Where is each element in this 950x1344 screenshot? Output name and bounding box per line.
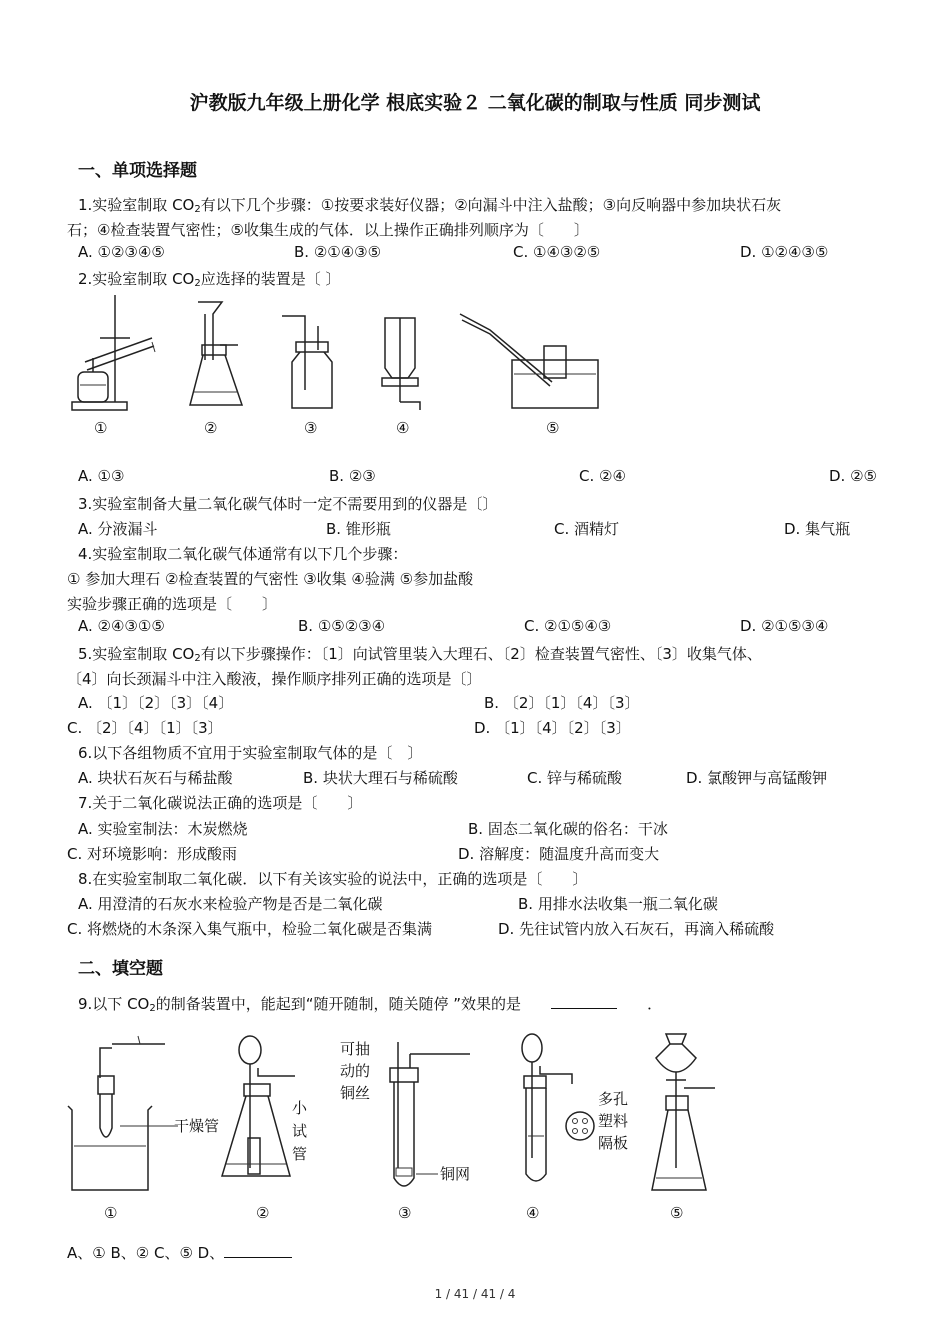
question-8-stem: 8.在实验室制取二氧化碳．以下有关该实验的说法中，正确的选项是〔 〕: [78, 870, 588, 888]
q9-label-drying-tube: 干燥管: [174, 1117, 220, 1135]
question-4-steps: ① 参加大理石 ②检查装置的气密性 ③收集 ④验满 ⑤参加盐酸: [67, 570, 474, 588]
q6-option-d: D. 氯酸钾与高锰酸钾: [686, 769, 828, 787]
q2-option-b: B. ②③: [329, 467, 376, 485]
q9-label-4: ④: [526, 1204, 540, 1222]
q9-answer-blank[interactable]: [551, 994, 617, 1009]
apparatus-2-flask-funnel: [190, 302, 242, 405]
q8-option-d: D. 先往试管内放入石灰石，再滴入稀硫酸: [498, 920, 775, 938]
q3-option-b: B. 锥形瓶: [326, 520, 391, 538]
q8-option-c: C. 将燃烧的木条深入集气瓶中，检验二氧化碳是否集满: [67, 920, 433, 938]
fig2-label-1: ①: [94, 419, 108, 437]
q2-option-c: C. ②④: [579, 467, 626, 485]
page-number: 1 / 41 / 41 / 4: [434, 1287, 516, 1301]
question-5-line-2: 〔4〕向长颈漏斗中注入酸液，操作顺序排列正确的选项是〔〕: [67, 670, 482, 688]
fig2-label-2: ②: [204, 419, 218, 437]
q9-label-plate-3: 隔板: [598, 1134, 629, 1152]
q4-option-c: C. ②①⑤④③: [524, 617, 612, 635]
q8-option-a: A. 用澄清的石灰水来检验产物是否是二氧化碳: [78, 895, 383, 913]
question-5-line-1: 5.实验室制取 $CO_2$有以下步骤操作：〔1〕向试管里装入大理石、〔2〕检查装置气密性、〔3〕收集气体、: [78, 645, 762, 664]
q3-option-c: C. 酒精灯: [554, 520, 620, 538]
q2-option-d: D. ②⑤: [829, 467, 877, 485]
q5-option-c: C. 〔2〕〔4〕〔1〕〔3〕: [67, 719, 223, 737]
q6-option-c: C. 锌与稀硫酸: [527, 769, 623, 787]
q7-option-a: A. 实验室制法：木炭燃烧: [78, 820, 248, 838]
q9-label-plate-1: 多孔: [598, 1090, 629, 1108]
q1-option-c: C. ①④③②⑤: [513, 243, 601, 261]
question-1-line-1: 1.实验室制取 $CO_2$有以下几个步骤：①按要求装好仪器；②向漏斗中注入盐酸；③向反响器中参加块状石灰: [78, 196, 782, 215]
q9-label-wire-1: 可抽: [340, 1040, 371, 1058]
q9-apparatus-5: [652, 1034, 715, 1190]
question-3-stem: 3.实验室制备大量二氧化碳气体时一定不需要用到的仪器是〔〕: [78, 495, 498, 513]
q9-label-3: ③: [398, 1204, 412, 1222]
q3-option-a: A. 分液漏斗: [78, 520, 158, 538]
q9-label-2: ②: [256, 1204, 270, 1222]
q9-label-5: ⑤: [670, 1204, 684, 1222]
q6-option-b: B. 块状大理石与稀硫酸: [303, 769, 458, 787]
q9-label-wire-2: 动的: [340, 1062, 371, 1080]
section-heading-1: 一、单项选择题: [78, 161, 197, 181]
q9-apparatus-2: [222, 1036, 295, 1176]
q8-option-b: B. 用排水法收集一瓶二氧化碳: [518, 895, 718, 913]
question-1-line-2: 石；④检查装置气密性；⑤收集生成的气体．以上操作正确排列顺序为〔 〕: [67, 221, 589, 239]
apparatus-5-water-trough: [460, 314, 598, 408]
q7-option-d: D. 溶解度：随温度升高而变大: [458, 845, 660, 863]
q4-option-b: B. ①⑤②③④: [298, 617, 386, 635]
apparatus-4-inverted-bottle: [382, 318, 420, 410]
apparatus-3-bottle: [282, 316, 332, 408]
q9-apparatus-figure: [60, 1018, 740, 1228]
page-title: 沪教版九年级上册化学 根底实验２ 二氧化碳的制取与性质 同步测试: [189, 92, 761, 114]
q9-label-small-tube-2: 试: [292, 1122, 308, 1140]
q5-option-a: A. 〔1〕〔2〕〔3〕〔4〕: [78, 694, 234, 712]
q4-option-d: D. ②①⑤③④: [740, 617, 829, 635]
q9-apparatus-1: [68, 1036, 178, 1190]
question-2-stem: 2.实验室制取 $CO_2$应选择的装置是〔 〕: [78, 270, 341, 289]
q9-option-d-blank[interactable]: [224, 1243, 292, 1258]
q9-answer-options: A、① B、② C、⑤ D、: [67, 1242, 292, 1263]
q5-option-d: D. 〔1〕〔4〕〔2〕〔3〕: [474, 719, 631, 737]
q7-option-c: C. 对环境影响：形成酸雨: [67, 845, 238, 863]
section-heading-2: 二、填空题: [78, 959, 163, 979]
fig2-label-5: ⑤: [546, 419, 560, 437]
q4-option-a: A. ②④③①⑤: [78, 617, 165, 635]
q6-option-a: A. 块状石灰石与稀盐酸: [78, 769, 233, 787]
q9-label-plate-2: 塑料: [598, 1112, 629, 1130]
fig2-label-4: ④: [396, 419, 410, 437]
fig2-label-3: ③: [304, 419, 318, 437]
q9-apparatus-4: [522, 1034, 594, 1181]
q9-label-copper-mesh: 铜网: [440, 1165, 471, 1183]
apparatus-1-heating: [72, 295, 155, 410]
q2-option-a: A. ①③: [78, 467, 125, 485]
q9-label-small-tube-1: 小: [292, 1099, 308, 1117]
q3-option-d: D. 集气瓶: [784, 520, 851, 538]
q1-option-b: B. ②①④③⑤: [294, 243, 382, 261]
q1-option-a: A. ①②③④⑤: [78, 243, 165, 261]
question-4-ask: 实验步骤正确的选项是〔 〕: [67, 595, 278, 613]
q9-label-1: ①: [104, 1204, 118, 1222]
q5-option-b: B. 〔2〕〔1〕〔4〕〔3〕: [484, 694, 640, 712]
question-4-stem: 4.实验室制取二氧化碳气体通常有以下几个步骤：: [78, 545, 408, 563]
q9-label-small-tube-3: 管: [292, 1145, 308, 1163]
question-9-stem: 9.以下 $CO_2$的制备装置中，能起到“随开随制，随关随停 ”效果的是 ．: [78, 995, 663, 1014]
q9-label-wire-3: 铜丝: [340, 1084, 371, 1102]
q2-apparatus-figure: [60, 290, 620, 440]
question-7-stem: 7.关于二氧化碳说法正确的选项是〔 〕: [78, 794, 363, 812]
q7-option-b: B. 固态二氧化碳的俗名：干冰: [468, 820, 668, 838]
question-6-stem: 6.以下各组物质不宜用于实验室制取气体的是〔 〕: [78, 744, 423, 762]
q1-option-d: D. ①②④③⑤: [740, 243, 829, 261]
